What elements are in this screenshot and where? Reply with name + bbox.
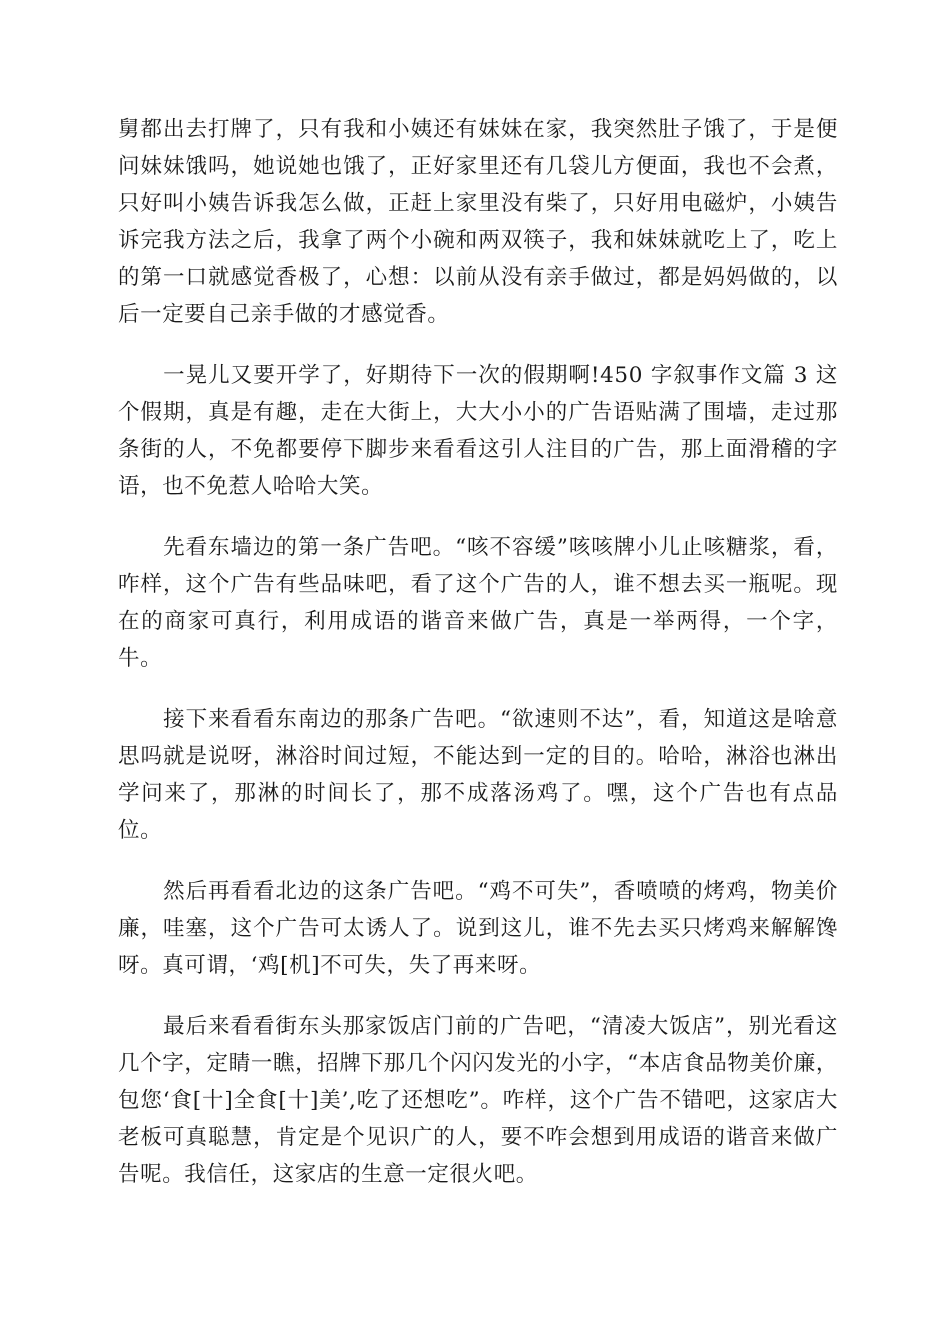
essay-body: [118, 111, 838, 1217]
paragraph-1: 舅都出去打牌了，只有我和小姨还有妹妹在家，我突然肚子饿了，于是便问妹妹饿吗，她说她也饿了，正好家里还有几袋儿方便面，我也不会煮，只好叫小姨告诉我怎么做，正赶上家里没有柴了，只好用电磁炉，小姨告诉完我方法之后，我拿了两个小碗和两双筷子，我和妹妹就吃上了，吃上的第一口就感觉香极了，心想：以前从没有亲手做过，都是妈妈做的，以后一定要自己亲手做的才感觉香。: [118, 117, 838, 327]
paragraph-2: 一晃儿又要开学了，好期待下一次的假期啊!450 字叙事作文篇 3 这个假期，真是有趣，走在大街上，大大小小的广告语贴满了围墙，走过那条街的人，不免都要停下脚步来看看这引人注目的广告，那上面滑稽的字语，也不免惹人哈哈大笑。: [118, 363, 838, 499]
paragraph-3: 先看东墙边的第一条广告吧。“咳不容缓”咳咳牌小儿止咳糖浆，看，咋样，这个广告有些品味吧，看了这个广告的人，谁不想去买一瓶呢。现在的商家可真行，利用成语的谐音来做广告，真是一举两得，一个字，牛。: [118, 535, 838, 671]
paragraph-6: 最后来看看街东头那家饭店门前的广告吧，“清凌大饭店”，别光看这几个字，定睛一瞧，招牌下那几个闪闪发光的小字，“本店食品物美价廉，包您‘食[十]全食[十]美’,吃了还想吃”。咋样，这个广告不错吧，这家店大老板可真聪慧，肯定是个见识广的人，要不咋会想到用成语的谐音来做广告呢。我信任，这家店的生意一定很火吧。: [118, 1014, 838, 1187]
paragraph-5: 然后再看看北边的这条广告吧。“鸡不可失”，香喷喷的烤鸡，物美价廉，哇塞，这个广告可太诱人了。说到这儿，谁不先去买只烤鸡来解解馋呀。真可谓，‘鸡[机]不可失，失了再来呀。: [118, 879, 838, 978]
paragraph-4: 接下来看看东南边的那条广告吧。“欲速则不达”，看，知道这是啥意思吗就是说呀，淋浴时间过短，不能达到一定的目的。哈哈，淋浴也淋出学问来了，那淋的时间长了，那不成落汤鸡了。嘿，这个广告也有点品位。: [118, 707, 838, 843]
